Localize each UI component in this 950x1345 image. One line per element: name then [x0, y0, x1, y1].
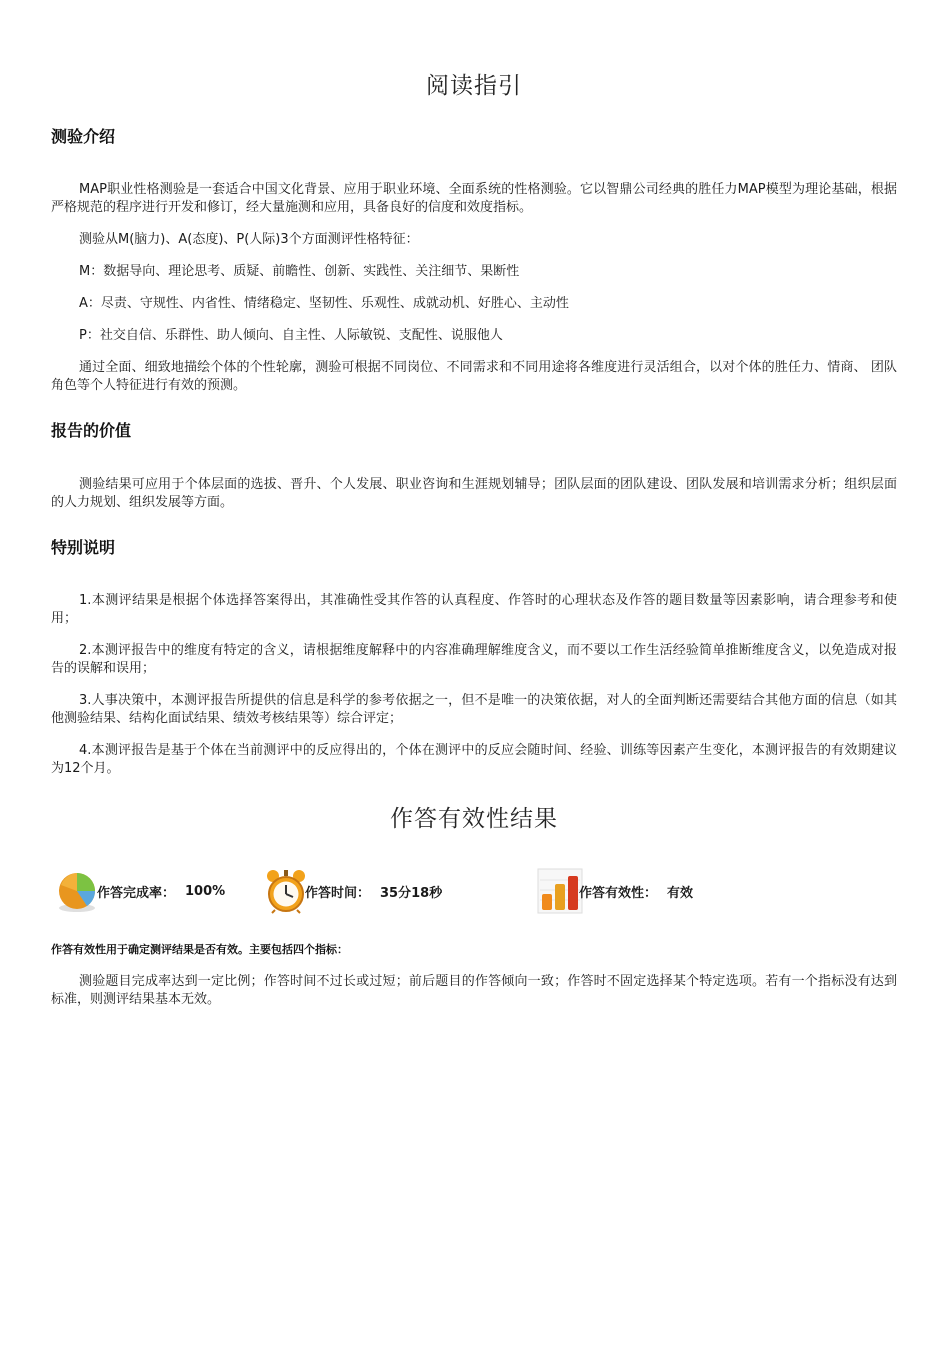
- value-heading: 报告的价值: [51, 421, 132, 440]
- validity-label: 作答有效性：: [579, 885, 658, 901]
- alarm-clock-icon: [263, 868, 309, 914]
- time-label: 作答时间：: [305, 885, 371, 901]
- note-item-3: 3.人事决策中，本测评报告所提供的信息是科学的参考依据之一，但不是唯一的决策依据，对人的全面判断还需要结合其他方面的信息（如其他测验结果、结构化面试结果、绩效考核结果等）综合评定；: [51, 693, 897, 726]
- validity-description: 测验题目完成率达到一定比例；作答时间不过长或过短；前后题目的作答倾向一致；作答时不固定选择某个特定选项。若有一个指标没有达到标准，则测评结果基本无效。: [51, 974, 897, 1007]
- note-item-4: 4.本测评报告是基于个体在当前测评中的反应得出的，个体在测评中的反应会随时间、经验、训练等因素产生变化，本测评报告的有效期建议为12个月。: [51, 743, 897, 776]
- completion-value: 100%: [185, 883, 226, 899]
- intro-paragraph-3: 通过全面、细致地描绘个体的个性轮廓，测验可根据不同岗位、不同需求和不同用途将各维度进行灵活组合，以对个体的胜任力、情商、 团队角色等个人特征进行有效的预测。: [51, 360, 897, 393]
- time-metric: [263, 866, 442, 916]
- intro-paragraph-a: A：尽责、守规性、内省性、情绪稳定、坚韧性、乐观性、成就动机、好胜心、主动性: [79, 296, 569, 311]
- reading-guide-title: 阅读指引: [426, 73, 522, 99]
- value-paragraph: 测验结果可应用于个体层面的选拔、晋升、个人发展、职业咨询和生涯规划辅导；团队层面的团队建设、团队发展和培训需求分析；组织层面的人力规划、组织发展等方面。: [51, 477, 897, 510]
- intro-paragraph-p: P：社交自信、乐群性、助人倾向、自主性、人际敏锐、支配性、说服他人: [79, 328, 503, 343]
- note-item-2: 2.本测评报告中的维度有特定的含义，请根据维度解释中的内容准确理解维度含义，而不要以工作生活经验简单推断维度含义，以免造成对报告的误解和误用；: [51, 643, 897, 676]
- intro-paragraph-1: MAP职业性格测验是一套适合中国文化背景、应用于职业环境、全面系统的性格测验。它以智鼎公司经典的胜任力MAP模型为理论基础，根据严格规范的程序进行开发和修订，经大量施测和应用，具备良好的信度和效度指标。: [51, 182, 897, 215]
- pie-chart-icon: [55, 868, 101, 914]
- validity-metric: [537, 866, 693, 916]
- intro-paragraph-2: 测验从M(脑力)、A(态度)、P(人际)3个方面测评性格特征：: [79, 232, 419, 247]
- time-value: 35分18秒: [380, 885, 443, 901]
- bar-chart-icon: [537, 868, 583, 914]
- note-item-1: 1.本测评结果是根据个体选择答案得出，其准确性受其作答的认真程度、作答时的心理状态及作答的题目数量等因素影响，请合理参考和使用；: [51, 593, 897, 626]
- notes-heading: 特别说明: [51, 538, 116, 557]
- intro-paragraph-m: M：数据导向、理论思考、质疑、前瞻性、创新、实践性、关注细节、果断性: [79, 264, 520, 279]
- completion-metric: [55, 866, 225, 916]
- completion-label: 作答完成率：: [97, 885, 176, 901]
- validity-note: 作答有效性用于确定测评结果是否有效。主要包括四个指标：: [51, 943, 348, 956]
- validity-title: 作答有效性结果: [390, 806, 558, 832]
- validity-value: 有效: [667, 885, 694, 901]
- intro-heading: 测验介绍: [51, 127, 116, 146]
